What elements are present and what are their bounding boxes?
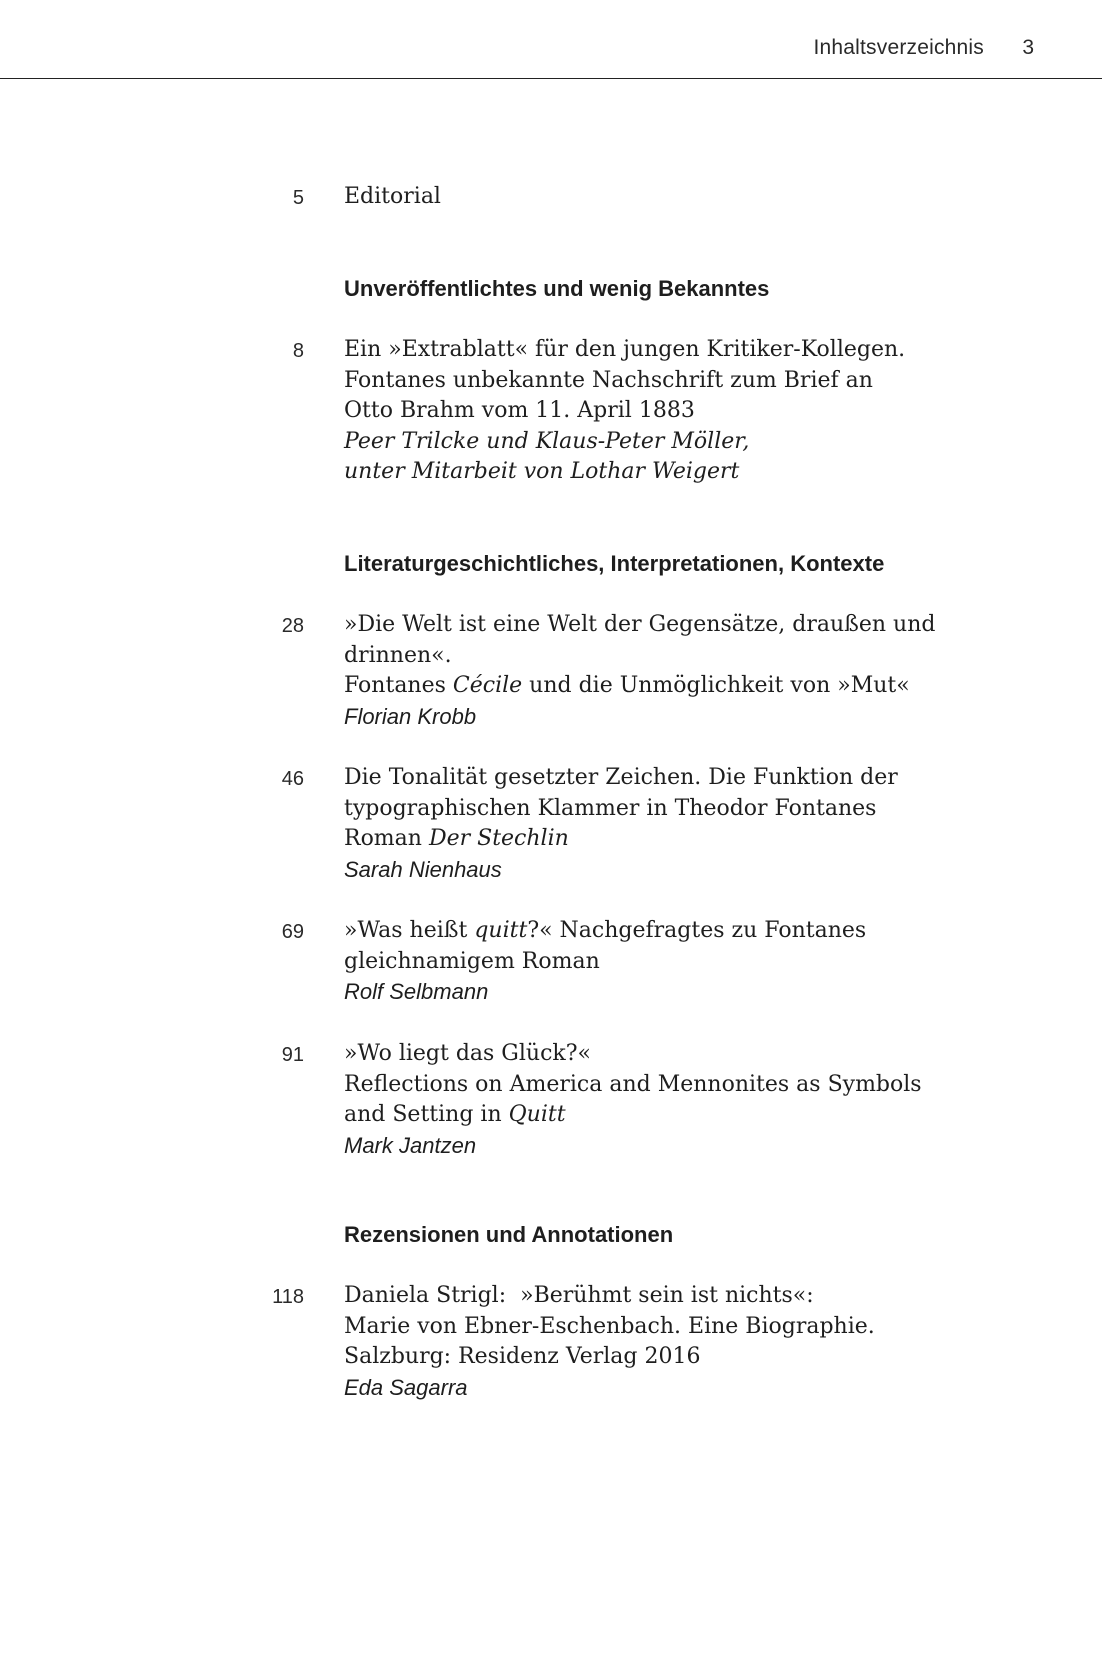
toc-entry-text [344, 1281, 984, 1403]
toc-page-number: 118 [272, 1286, 304, 1308]
section-heading-text: Literaturgeschichtliches, Interpretationen, Kontexte [344, 551, 885, 576]
title-text: Fontanes [344, 673, 453, 698]
toc-entry-text [344, 763, 984, 885]
running-head [0, 0, 1102, 79]
toc-page-number: 8 [292, 340, 304, 362]
toc-entry-text [344, 610, 984, 732]
toc-entry-title-line: drinnen«. [344, 642, 452, 668]
toc-entry-title-line [344, 916, 984, 947]
toc-entry-author: Eda Sagarra [344, 1374, 468, 1400]
toc-entry-title-line [344, 671, 984, 702]
toc-entry-title-line: Salzburg: Residenz Verlag 2016 [344, 1344, 701, 1369]
toc-page-number: 46 [281, 768, 304, 790]
toc-entry-title-line: Ein »Extrablatt« für den jungen Kritiker-Kollegen. [344, 337, 906, 362]
work-title: Cécile [452, 673, 523, 698]
title-text: and Setting in [344, 1102, 509, 1127]
toc-entry-author: Peer Trilcke und Klaus-Peter Möller, [344, 428, 750, 454]
work-title: Der Stechlin [428, 826, 569, 851]
section-heading-text: Unveröffentlichtes und wenig Bekanntes [344, 276, 770, 301]
running-head-page-number: 3 [1022, 36, 1034, 59]
toc-entry-author: unter Mitarbeit von Lothar Weigert [344, 459, 740, 484]
toc-entry-author: Mark Jantzen [344, 1132, 477, 1158]
work-title: Quitt [508, 1102, 566, 1127]
toc-entry-title-line: »Die Welt ist eine Welt der Gegensätze, draußen und [344, 612, 936, 637]
toc-entry-title: Editorial [344, 184, 441, 209]
toc-entry-title-line: »Wo liegt das Glück?« [344, 1041, 591, 1066]
toc-entry-author: Florian Krobb [344, 703, 477, 729]
toc-entry-title-line: Reflections on America and Mennonites as Symbols [344, 1071, 922, 1097]
toc-entry-author: Rolf Selbmann [344, 979, 489, 1004]
toc-page-number: 69 [281, 921, 304, 943]
running-head-title: Inhaltsverzeichnis [813, 36, 984, 59]
toc-entry-text [344, 1039, 984, 1161]
toc-entry-title-line: Fontanes unbekannte Nachschrift zum Brief an [344, 367, 873, 393]
toc-entry-text [344, 182, 984, 213]
title-text: ?« Nachgefragtes zu Fontanes [527, 918, 867, 943]
title-text: und die Unmöglichkeit von »Mut« [522, 673, 910, 698]
section-heading-text: Rezensionen und Annotationen [344, 1222, 674, 1247]
title-text: »Was heißt [344, 918, 475, 943]
toc-entry-author: Sarah Nienhaus [344, 856, 502, 882]
toc-page-number: 91 [281, 1044, 304, 1066]
toc-entry-title-line [344, 824, 984, 855]
toc-entry-title-line: Daniela Strigl: »Berühmt sein ist nichts«: [344, 1283, 814, 1308]
title-text: Roman [344, 826, 429, 851]
toc-page-number: 28 [281, 615, 304, 637]
toc-entry-title-line: Marie von Ebner-Eschenbach. Eine Biographie. [344, 1313, 875, 1339]
toc-page-number: 5 [292, 187, 304, 209]
work-title: quitt [474, 918, 528, 943]
toc-entry-title-line: Otto Brahm vom 11. April 1883 [344, 398, 695, 423]
toc-entry-text [344, 335, 984, 488]
toc-entry-title-line: Die Tonalität gesetzter Zeichen. Die Funktion der [344, 765, 898, 790]
toc-entry-title-line: gleichnamigem Roman [344, 948, 600, 974]
toc-entry-title-line: typographischen Klammer in Theodor Fontanes [344, 795, 877, 821]
toc-entry-title-line [344, 1100, 984, 1131]
toc-entry-text [344, 916, 984, 1008]
